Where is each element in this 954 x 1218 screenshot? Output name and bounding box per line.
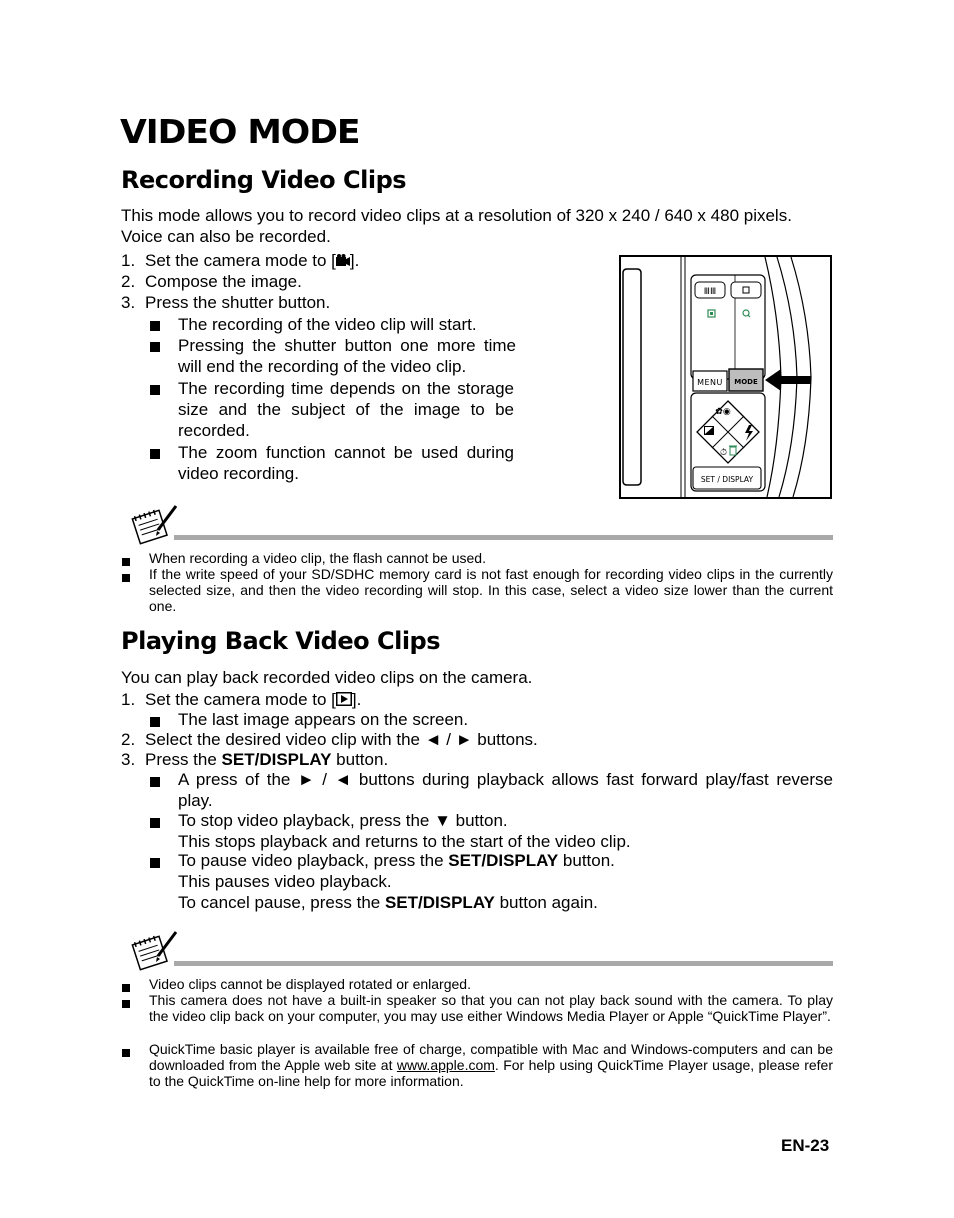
recording-note-1: When recording a video clip, the flash cannot be used.: [149, 550, 486, 566]
bullet-marker: [150, 855, 160, 873]
note-icon: [130, 930, 178, 977]
svg-text:ⅢⅢ: ⅢⅢ: [703, 287, 717, 297]
recording-bullet-4: The zoom function cannot be used during video recording.: [178, 443, 514, 483]
recording-note-2: If the write speed of your SD/SDHC memory card is not fast enough for recording video clips in the currently selected size, and then the video recording will stop. In this case, select a video size lower than the current one.: [149, 566, 833, 614]
recording-step-3: 3. Press the shutter button.: [121, 293, 331, 312]
recording-heading: Recording Video Clips: [121, 166, 407, 194]
recording-bullet-1: The recording of the video clip will start.: [178, 315, 477, 334]
page-number: EN-23: [781, 1136, 830, 1155]
note-bullet-marker: [122, 995, 130, 1013]
playback-note-2: This camera does not have a built-in speaker so that you can not play back sound with the camera. To play the video clip back on your computer, you may use either Windows Media Player or Apple “QuickTime Player”.: [149, 992, 833, 1024]
note-icon: [130, 504, 178, 551]
playback-note-1: Video clips cannot be displayed rotated or enlarged.: [149, 976, 471, 992]
playback-bullet-3: To pause video playback, press the SET/DISPLAY button. This pauses video playback. To cancel pause, press the SET/DISPLAY button again.: [178, 851, 615, 912]
note-bullet-marker: [122, 569, 130, 587]
camera-back-drawing: [619, 255, 832, 499]
note-divider: [174, 961, 833, 966]
playback-step-3: 3. Press the SET/DISPLAY button.: [121, 750, 389, 769]
playback-note-3: QuickTime basic player is available free of charge, compatible with Mac and Windows-computers and can be downloaded from the Apple web site at www.apple.com. For help using QuickTime Player usage, please refer to the QuickTime on-line help for more information.: [149, 1041, 833, 1089]
bullet-marker: [150, 815, 160, 833]
recording-intro: This mode allows you to record video clips at a resolution of 320 x 240 / 640 x 480 pixels. Voice can also be recorded.: [121, 206, 792, 246]
menu-button-label: MENU: [697, 378, 723, 387]
apple-website-link[interactable]: www.apple.com: [396, 1057, 495, 1073]
playback-bullet-2: To stop video playback, press the ▼ button. This stops playback and returns to the start of the video clip.: [178, 811, 631, 851]
note-divider: [174, 535, 833, 540]
note-bullet-marker: [122, 1044, 130, 1062]
svg-text:⏱: ⏱: [720, 448, 728, 458]
playback-step-1-bullet: The last image appears on the screen.: [178, 710, 469, 729]
recording-bullet-2: Pressing the shutter button one more time will end the recording of the video clip.: [178, 336, 516, 376]
bullet-marker: [150, 318, 160, 336]
recording-step-2: 2. Compose the image.: [121, 272, 302, 291]
mode-button-label: MODE: [734, 378, 758, 386]
playback-heading: Playing Back Video Clips: [121, 627, 441, 655]
video-camera-icon: [336, 254, 350, 267]
playback-icon: [336, 692, 352, 706]
playback-intro: You can play back recorded video clips on the camera.: [121, 668, 533, 687]
page-title: VIDEO MODE: [120, 112, 360, 151]
bullet-marker: [150, 339, 160, 357]
recording-step-1: 1. Set the camera mode to [ ].: [121, 251, 360, 270]
playback-bullet-1: A press of the ► / ◄ buttons during playback allows fast forward play/fast reverse play.: [178, 770, 833, 810]
bullet-marker: [150, 382, 160, 400]
recording-bullet-3: The recording time depends on the storage size and the subject of the image to be recorded.: [178, 379, 514, 440]
camera-back-illustration: [619, 255, 832, 499]
svg-text:✿◉: ✿◉: [715, 407, 731, 417]
bullet-marker: [150, 446, 160, 464]
playback-step-1: 1. Set the camera mode to [ ].: [121, 690, 362, 709]
playback-step-2: 2. Select the desired video clip with the ◄ / ► buttons.: [121, 730, 538, 749]
set-display-button-label: SET / DISPLAY: [700, 475, 754, 484]
bullet-marker: [150, 774, 160, 792]
